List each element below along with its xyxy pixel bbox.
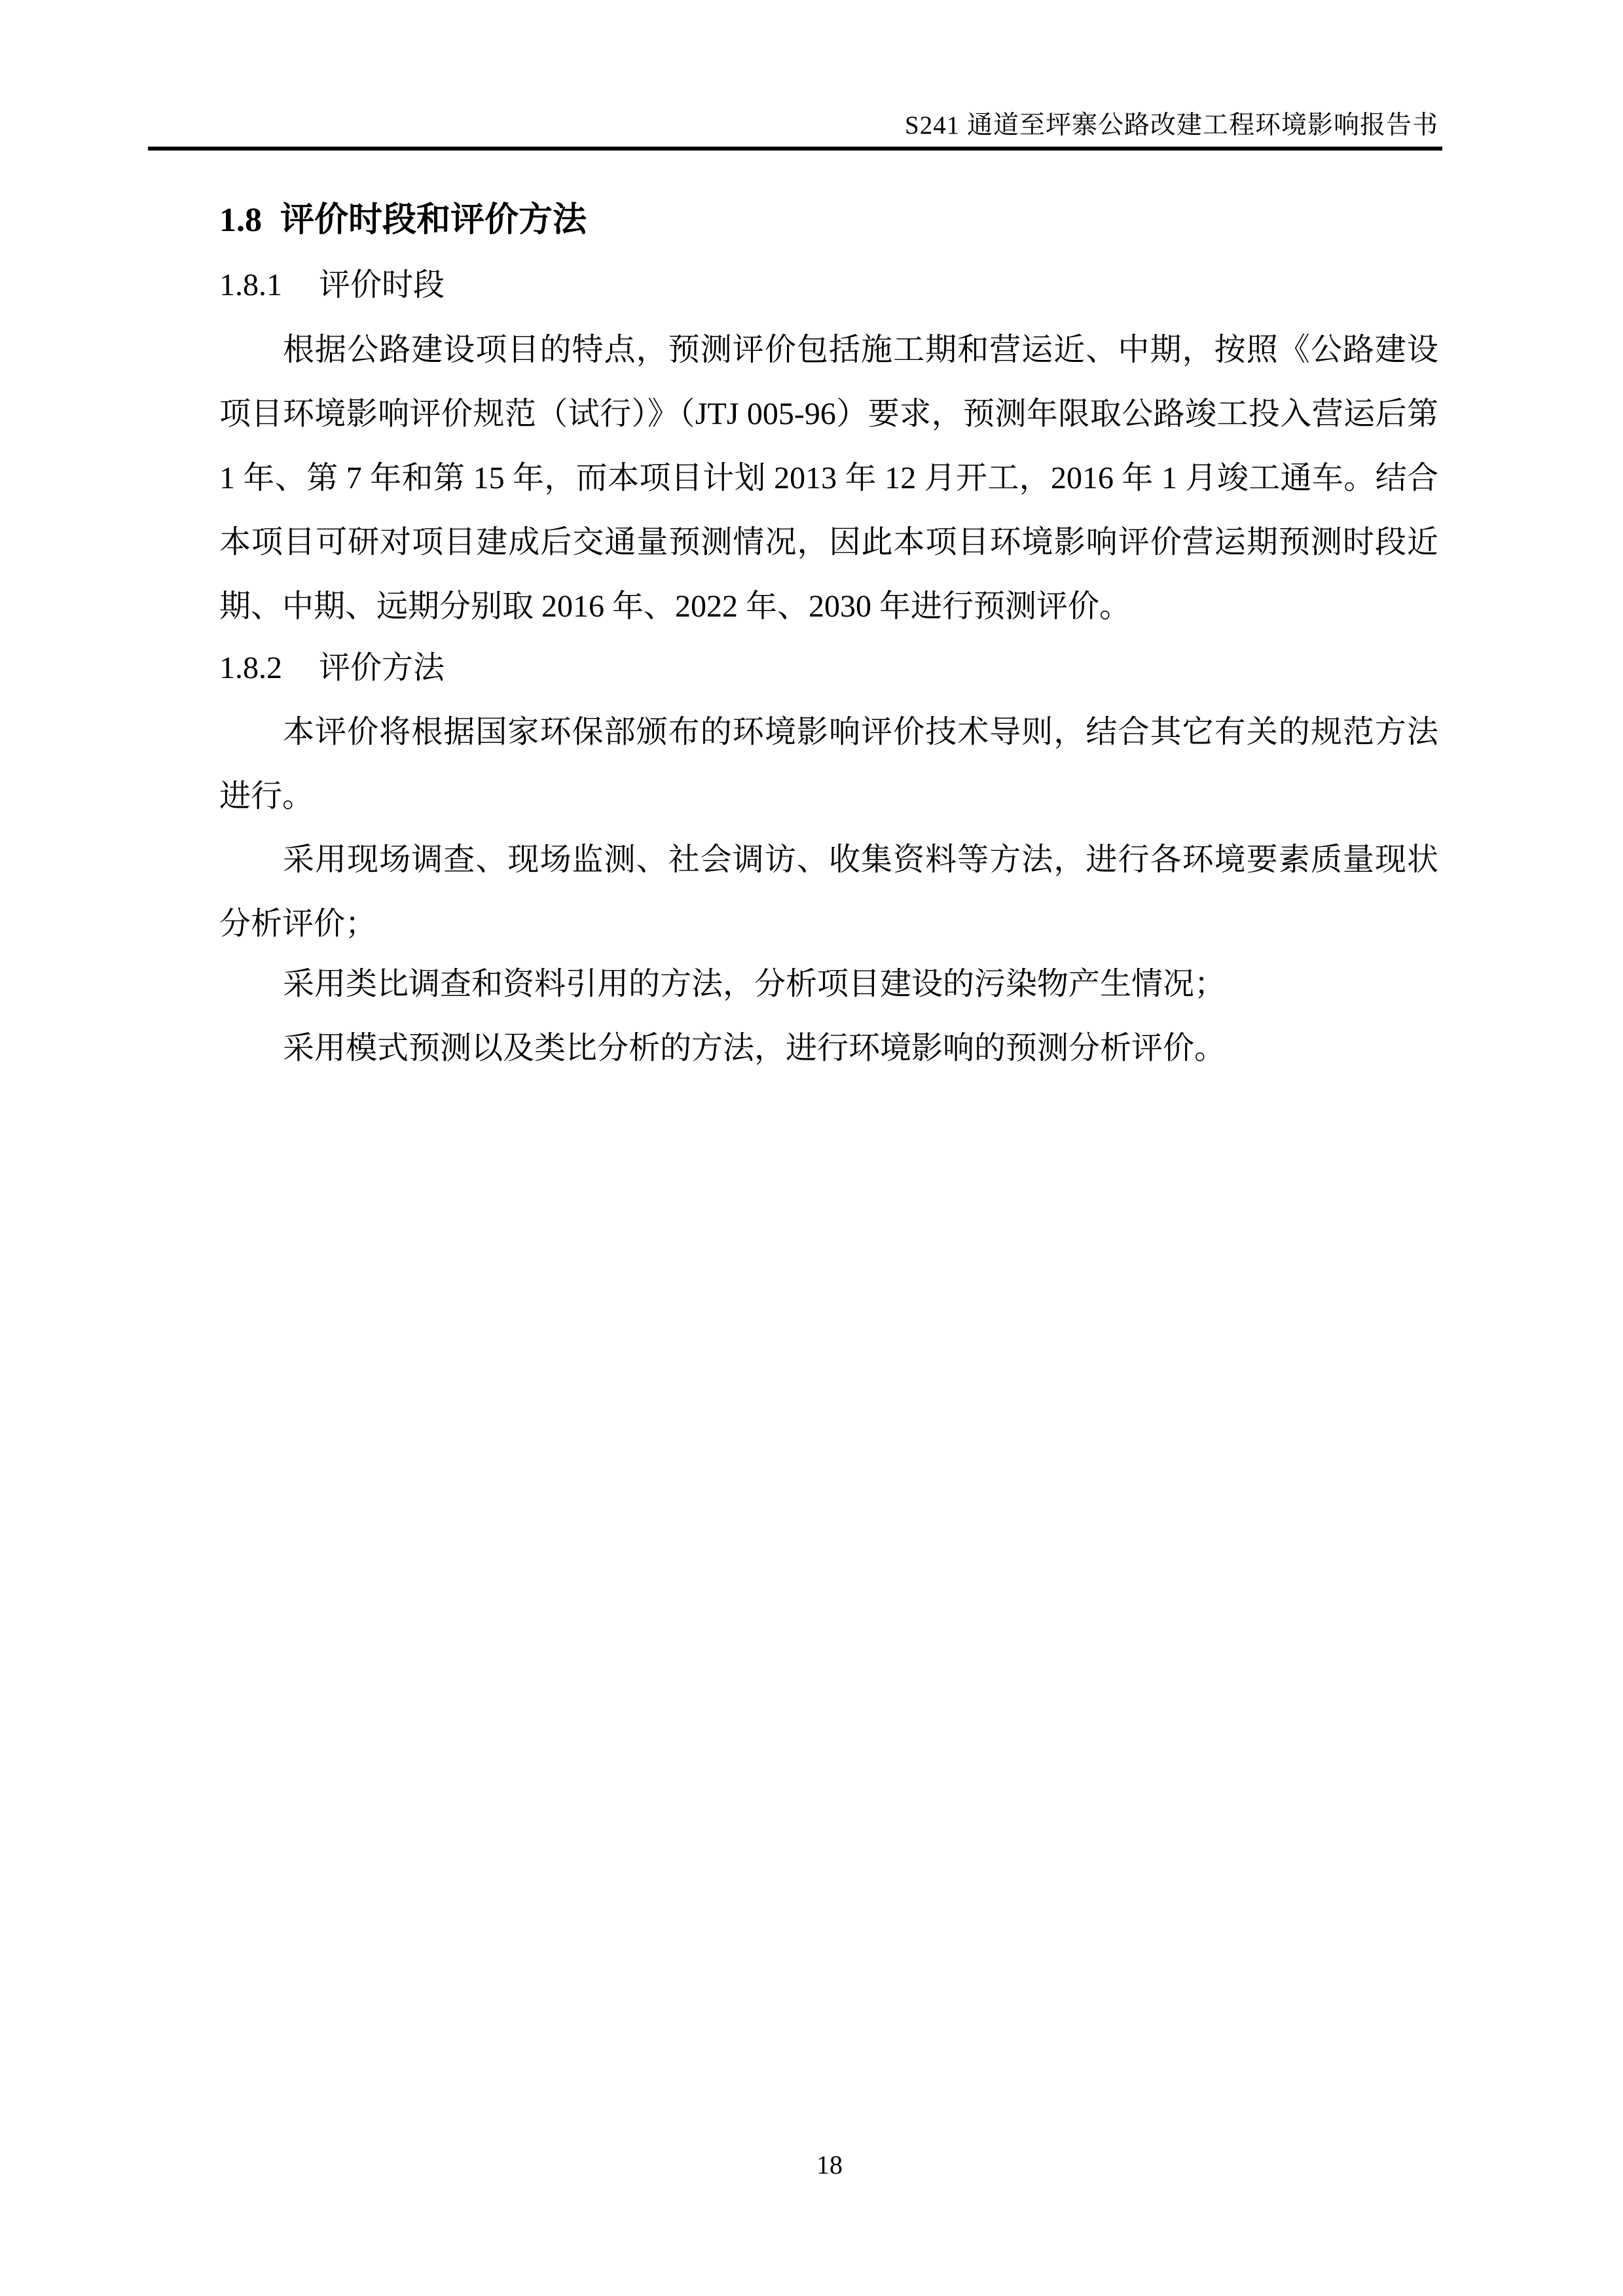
running-header-title: S241 通道至坪寨公路改建工程环境影响报告书 (905, 111, 1438, 139)
paragraph-method-survey: 采用现场调查、现场监测、社会调访、收集资料等方法，进行各环境要素质量现状分析评价； (219, 842, 1438, 941)
subsection-title: 评价方法 (319, 651, 445, 685)
subsection-number: 1.8.2 (219, 651, 282, 685)
page-number: 18 (816, 2150, 843, 2179)
header-rule (148, 147, 1442, 151)
paragraph-method-intro: 本评价将根据国家环保部颁布的环境影响评价技术导则，结合其它有关的规范方法进行。 (219, 715, 1438, 814)
section-number: 1.8 (219, 202, 262, 239)
subsection-title: 评价时段 (319, 268, 445, 302)
subsection-heading-1-8-1 (219, 270, 445, 301)
paragraph-method-model: 采用模式预测以及类比分析的方法，进行环境影响的预测分析评价。 (283, 1031, 1226, 1066)
section-title: 评价时段和评价方法 (280, 201, 587, 239)
paragraph-method-analogy: 采用类比调查和资料引用的方法，分析项目建设的污染物产生情况； (283, 967, 1226, 1001)
subsection-heading-1-8-2 (219, 653, 445, 684)
section-heading-1-8 (219, 203, 587, 238)
paragraph-evaluation-period: 根据公路建设项目的特点，预测评价包括施工期和营运近、中期，按照《公路建设项目环境影响评价规范（试行）》（JTJ 005-96）要求，预测年限取公路竣工投入营运后第 1 年、第 7 年和第 15 年，而本项目计划 2013 年 12 月开工，2016 年 1 月竣工通车。结合本项目可研对项目建成后交通量预测情况，因此本项目环境影响评价营运期预测时段近期、中期、远期分别取 2016 年、2022 年、2030 年进行预测评价。 (219, 332, 1438, 624)
subsection-number: 1.8.1 (219, 268, 282, 302)
